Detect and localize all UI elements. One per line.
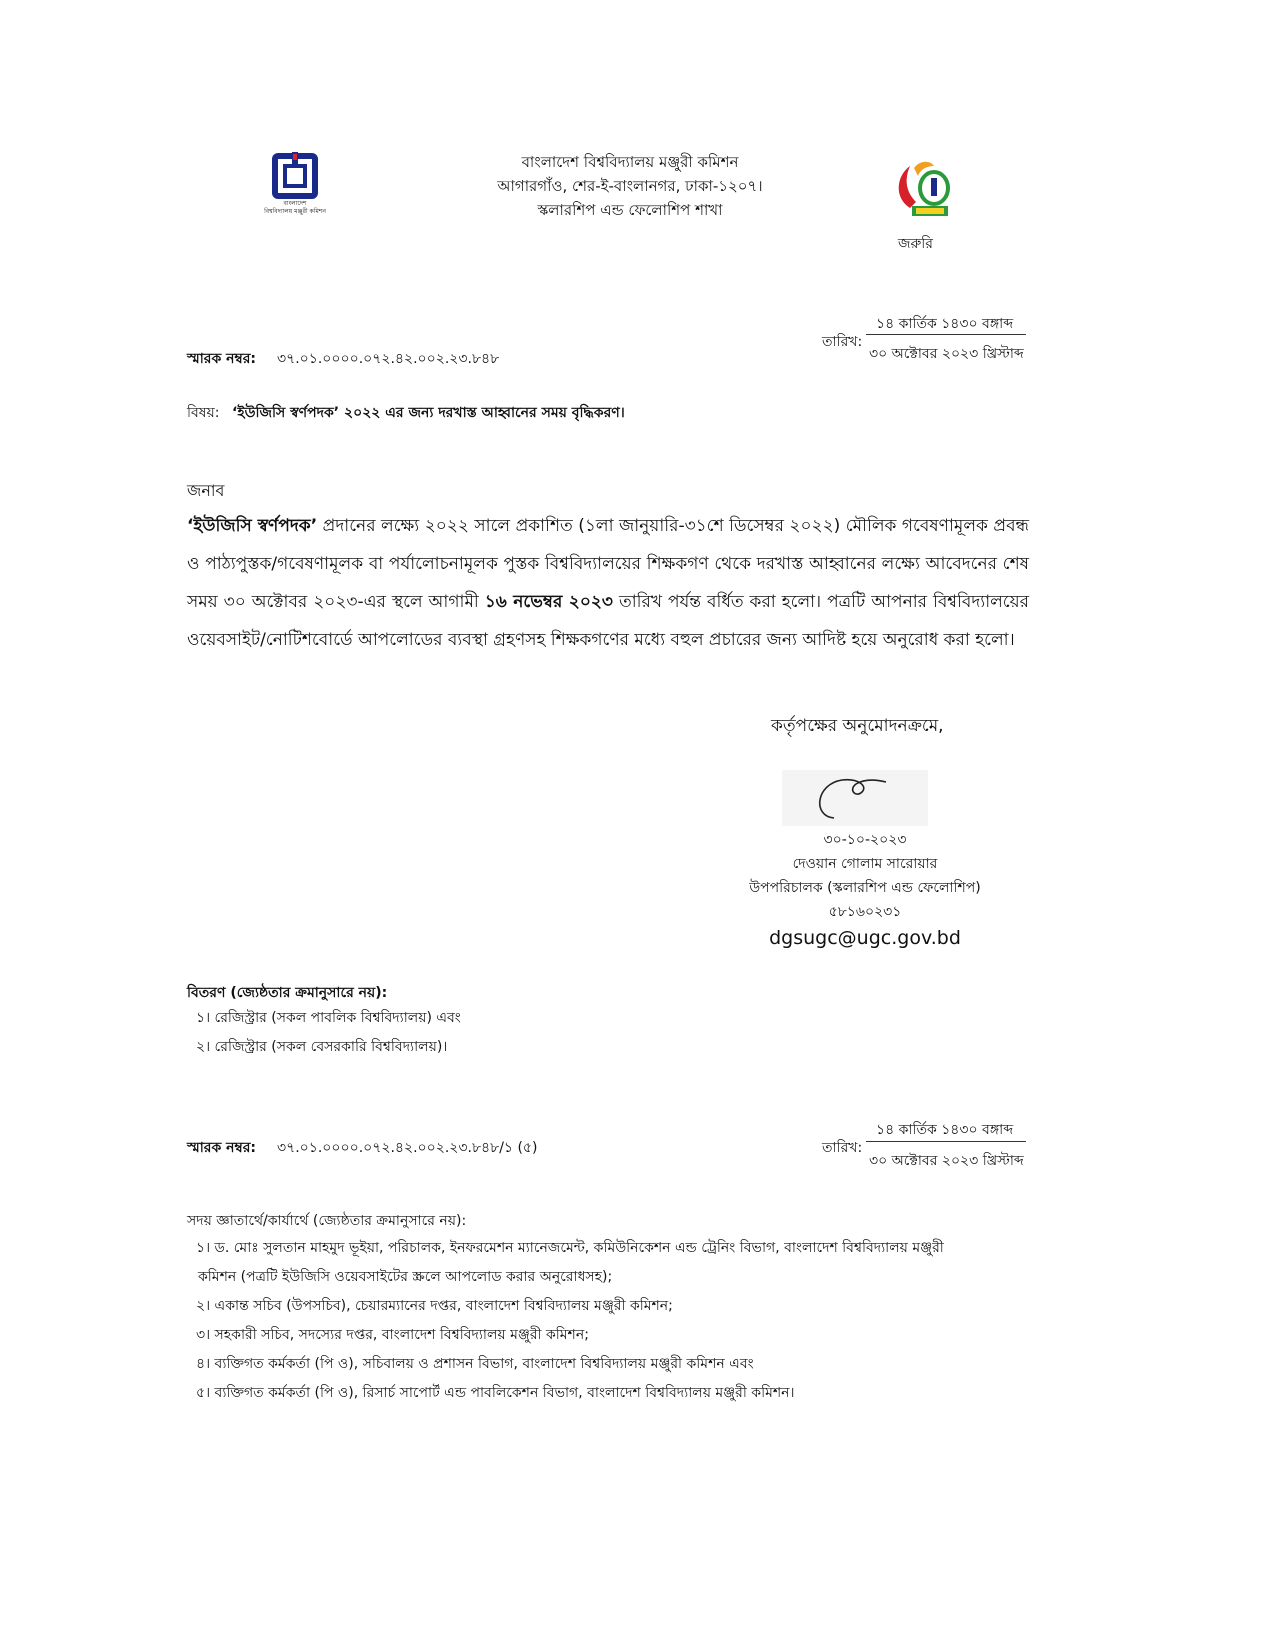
memo2-label: স্মারক নম্বর: [187,1140,257,1156]
date-english: ৩০ অক্টোবর ২০২৩ খ্রিস্টাব্দ [869,346,1024,362]
jubilee-logo [890,158,960,220]
date-bangla: ১৪ কার্তিক ১৪৩০ বঙ্গাব্দ [876,316,1014,332]
approval-text: কর্তৃপক্ষের অনুমোদনক্রমে, [771,716,944,736]
list-item: ১। ড. মোঃ সুলতান মাহমুদ ভূইয়া, পরিচালক, ইনফরমেশন ম্যানেজমেন্ট, কমিউনিকেশন এন্ড ট্রেনিং বিভাগ, বাংলাদেশ বিশ্ববিদ্যালয় মঞ্জুরী [196,1240,944,1256]
urgent-label: জরুরি [898,236,933,252]
org-address: আগারগাঁও, শের-ই-বাংলানগর, ঢাকা-১২০৭। [497,177,763,195]
ugc-logo-caption-1: বাংলাদেশ [283,200,307,207]
date-divider [866,334,1026,335]
date2-label: তারিখ: [822,1140,863,1156]
date2-english: ৩০ অক্টোবর ২০২৩ খ্রিস্টাব্দ [869,1153,1024,1169]
sign-date: ৩০-১০-২০২৩ [823,832,907,848]
org-section: স্কলারশিপ এন্ড ফেলোশিপ শাখা [537,201,723,219]
subject-label: বিষয়: [187,405,220,421]
salutation: জনাব [187,481,225,500]
signature-icon [782,770,928,826]
signatory-phone: ৫৮১৬০২৩১ [828,904,902,920]
signatory-name: দেওয়ান গোলাম সারোয়ার [792,856,938,872]
list-item: ৩। সহকারী সচিব, সদস্যের দপ্তর, বাংলাদেশ বিশ্ববিদ্যালয় মঞ্জুরী কমিশন; [196,1327,589,1343]
new-deadline: ১৬ নভেম্বর ২০২৩ [484,592,613,612]
memo2-number: ৩৭.০১.০০০০.০৭২.৪২.০০২.২৩.৮৪৮/১ (৫) [277,1140,538,1156]
signatory-email[interactable]: dgsugc@ugc.gov.bd [769,927,961,949]
date2-bangla: ১৪ কার্তিক ১৪৩০ বঙ্গাব্দ [876,1122,1014,1138]
date-label: তারিখ: [822,334,863,350]
signatory-designation: উপপরিচালক (স্কলারশিপ এন্ড ফেলোশিপ) [749,880,981,896]
org-name: বাংলাদেশ বিশ্ববিদ্যালয় মঞ্জুরী কমিশন [521,153,739,171]
list-item: ১। রেজিস্ট্রার (সকল পাবলিক বিশ্ববিদ্যালয়) এবং [196,1010,461,1026]
subject-text: ‘ইউজিসি স্বর্ণপদক’ ২০২২ এর জন্য দরখাস্ত আহ্বানের সময় বৃদ্ধিকরণ। [232,405,625,421]
body-paragraph [187,507,1029,659]
body-text-a: প্রদানের লক্ষ্যে ২০২২ সালে প্রকাশিত (১লা জানুয়ারি-৩১শে ডিসেম্বর ২০২২) মৌলিক গবেষণামূলক প্রবন্ধ ও পাঠ্যপুস্তক/গবেষণামূলক বা পর্যালোচনামূলক পুস্তক বিশ্ববিদ্যালয়ের শিক্ষকগণ থেকে দরখাস্ত আহ্বানের লক্ষ্যে আবেদনের শেষ সময় ৩০ অক্টোবর ২০২৩-এর স্থলে আগামী [187,516,1029,612]
list-item: ২। একান্ত সচিব (উপসচিব), চেয়ারম্যানের দপ্তর, বাংলাদেশ বিশ্ববিদ্যালয় মঞ্জুরী কমিশন; [196,1298,673,1314]
memo-number: ৩৭.০১.০০০০.০৭২.৪২.০০২.২৩.৮৪৮ [277,351,500,367]
signature-image [782,770,928,826]
ugc-logo [255,152,335,222]
list-item: কমিশন (পত্রটি ইউজিসি ওয়েবসাইটের স্ক্রলে আপলোড করার অনুরোধসহ); [198,1269,613,1285]
body-text-b: তারিখ পর্যন্ত বর্ধিত করা হলো। পত্রটি আপনার বিশ্ববিদ্যালয়ের ওয়েবসাইট/নোটিশবোর্ডে আপলোডের ব্যবস্থা গ্রহণসহ শিক্ষকগণের মধ্যে বহুল প্রচারের জন্য আদিষ্ট হয়ে অনুরোধ করা হলো। [187,592,1029,650]
cc-list [196,1234,1036,1408]
date2-divider [866,1141,1026,1142]
ugc-logo-caption-2: বিশ্ববিদ্যালয় মঞ্জুরী কমিশন [264,208,326,215]
distribution-title: বিতরণ (জ্যেষ্ঠতার ক্রমানুসারে নয়): [187,985,388,1001]
memo-label: স্মারক নম্বর: [187,351,257,367]
list-item: ২। রেজিস্ট্রার (সকল বেসরকারি বিশ্ববিদ্যালয়)। [196,1039,448,1055]
ugc-emblem-icon [255,152,335,200]
distribution-list [196,1004,461,1062]
list-item: ৪। ব্যক্তিগত কর্মকর্তা (পি ও), সচিবালয় ও প্রশাসন বিভাগ, বাংলাদেশ বিশ্ববিদ্যালয় মঞ্জুরী কমিশন এবং [196,1356,754,1372]
signatory-block [720,828,1010,952]
letterhead [420,150,840,222]
list-item: ৫। ব্যক্তিগত কর্মকর্তা (পি ও), রিসার্চ সাপোর্ট এন্ড পাবলিকেশন বিভাগ, বাংলাদেশ বিশ্ববিদ্যালয় মঞ্জুরী কমিশন। [196,1385,795,1401]
jubilee-emblem-icon [890,158,960,220]
cc-title: সদয় জ্ঞাতার্থে/কার্যার্থে (জ্যেষ্ঠতার ক্রমানুসারে নয়): [187,1213,467,1229]
award-name: ‘ইউজিসি স্বর্ণপদক’ [187,516,318,536]
